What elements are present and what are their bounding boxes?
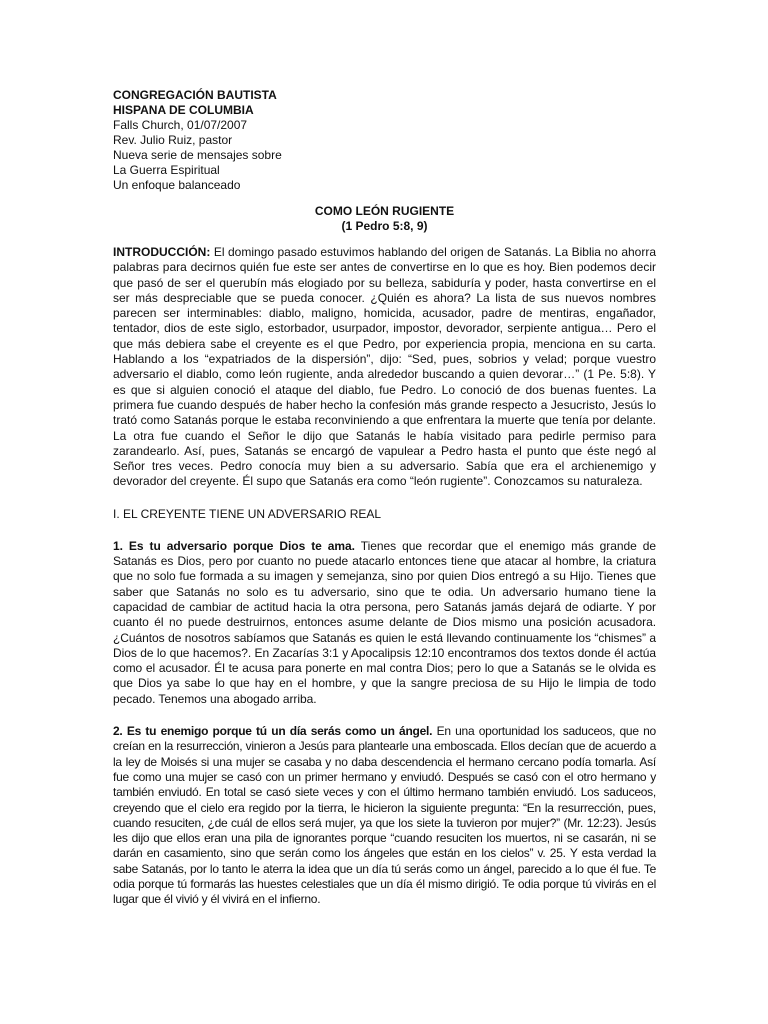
series-line3: Un enfoque balanceado (113, 178, 241, 192)
sermon-title-block (113, 204, 656, 234)
series-line1: Nueva serie de mensajes sobre (113, 148, 282, 162)
pastor-name: Rev. Julio Ruiz, pastor (113, 133, 233, 147)
introduction-label: INTRODUCCIÓN: (113, 245, 211, 259)
org-name-line2: HISPANA DE COLUMBIA (113, 103, 254, 117)
sermon-reference: (1 Pedro 5:8, 9) (341, 219, 428, 233)
place-date: Falls Church, 01/07/2007 (113, 118, 248, 132)
document-page (113, 88, 656, 908)
document-header (113, 88, 656, 193)
point-label: 1. Es tu adversario porque Dios te ama. (113, 538, 355, 553)
section-one-heading: I. EL CREYENTE TIENE UN ADVERSARIO REAL (113, 506, 382, 521)
point-text: En una oportunidad los saduceos, que no creían en la resurrección, vinieron a Jesús para plantearle una emboscada. Ellos decían que de acuerdo a la ley de Moisés si una mujer se casaba y no daba descendencia el hermano cercano podía tomarla. Así fue como una mujer se casó con un primer hermano y enviudó. Después se casó con el otro hermano y también enviudó. En total se casó siete veces y con el último hermano también enviudó. Los saduceos, creyendo que el cielo era regido por la tierra, le hicieron la siguiente pregunta: “En la resurrección, pues, cuando resuciten, ¿de cuál de ellos será mujer, ya que los siete la tuvieron por mujer?” (Mr. 12:23). Jesús les dijo que ellos eran una pila de ignorantes porque “cuando resuciten los muertos, ni se casarán, ni se darán en casamiento, sino que serán como los ángeles que están en los cielos” v. 25. Y esta verdad la sabe Satanás, por lo tanto le aterra la idea que un día tú serás como un ángel, parecido a lo que él fue. Te odia porque tú formarás las huestes celestiales que un día él mismo dirigió. Te odia porque tú vivirás en el lugar que él vivió y él vivirá en el infierno. (113, 724, 656, 907)
series-line2: La Guerra Espiritual (113, 163, 220, 177)
org-name-line1: CONGREGACIÓN BAUTISTA (113, 88, 277, 102)
point-label: 2. Es tu enemigo porque tú un día serás como un ángel. (113, 724, 433, 739)
introduction-paragraph (113, 245, 656, 490)
introduction-text: El domingo pasado estuvimos hablando del origen de Satanás. La Biblia no ahorra palabras para decirnos quién fue este ser antes de convertirse en lo que es hoy. Bien podemos decir que pasó de ser el querubín más elogiado por su belleza, sabiduría y poder, hasta convertirse en el ser más despreciable que se pueda conocer. ¿Quién es ahora? La lista de sus nuevos nombres parecen ser interminables: diablo, maligno, homicida, acusador, padre de mentiras, engañador, tentador, dios de este siglo, estorbador, usurpador, impostor, devorador, serpiente antigua… Pero el que más debiera sabe el creyente es el que Pedro, por experiencia propia, menciona en su carta. Hablando a los “expatriados de la dispersión”, dijo: “Sed, pues, sobrios y velad; porque vuestro adversario el diablo, como león rugiente, anda alrededor buscando a quien devorar…” (1 Pe. 5:8). Y es que si alguien conoció el ataque del diablo, fue Pedro. Lo conoció de dos buenas fuentes. La primera fue cuando después de haber hecho la confesión más grande respecto a Jesucristo, Jesús lo trató como Satanás porque le estaba reconviniendo a que enfrentara la muerte que tenía por delante. La otra fue cuando el Señor le dijo que Satanás le había visitado para pedirle permiso para zarandearlo. Así, pues, Satanás se encargó de vapulear a Pedro hasta el punto que éste negó al Señor tres veces. Pedro conocía muy bien a su adversario. Sabía que era el archienemigo y devorador del creyente. Él supo que Satanás era como “león rugiente”. Conozcamos su naturaleza. (113, 245, 656, 489)
point-paragraph (113, 724, 656, 908)
sermon-title: COMO LEÓN RUGIENTE (314, 204, 455, 218)
point-paragraph (113, 539, 656, 707)
point-text: Tienes que recordar que el enemigo más grande de Satanás es Dios, pero por cuanto no puede atacarlo entonces tiene que atacar al hombre, la criatura que no solo fue formada a su imagen y semejanza, sino por quien Dios entregó a su Hijo. Tienes que saber que Satanás no solo es tu adversario, sino que te odia. Un adversario humano tiene la capacidad de cambiar de actitud hacia la otra persona, pero Satanás jamás dejará de odiarte. Y por cuanto él no puede destruirnos, entonces asume delante de Dios mismo una posición acusadora. ¿Cuántos de nosotros sabíamos que Satanás es quien le está llevando continuamente los “chismes” a Dios de lo que hacemos?. En Zacarías 3:1 y Apocalipsis 12:10 encontramos dos textos donde él actúa como el acusador. Él te acusa para ponerte en mal contra Dios; pero lo que a Satanás se le olvida es que Dios ya sabe lo que hay en el hombre, y que la sangre preciosa de su Hijo le limpia de todo pecado. Tenemos una abogado arriba. (113, 538, 657, 706)
